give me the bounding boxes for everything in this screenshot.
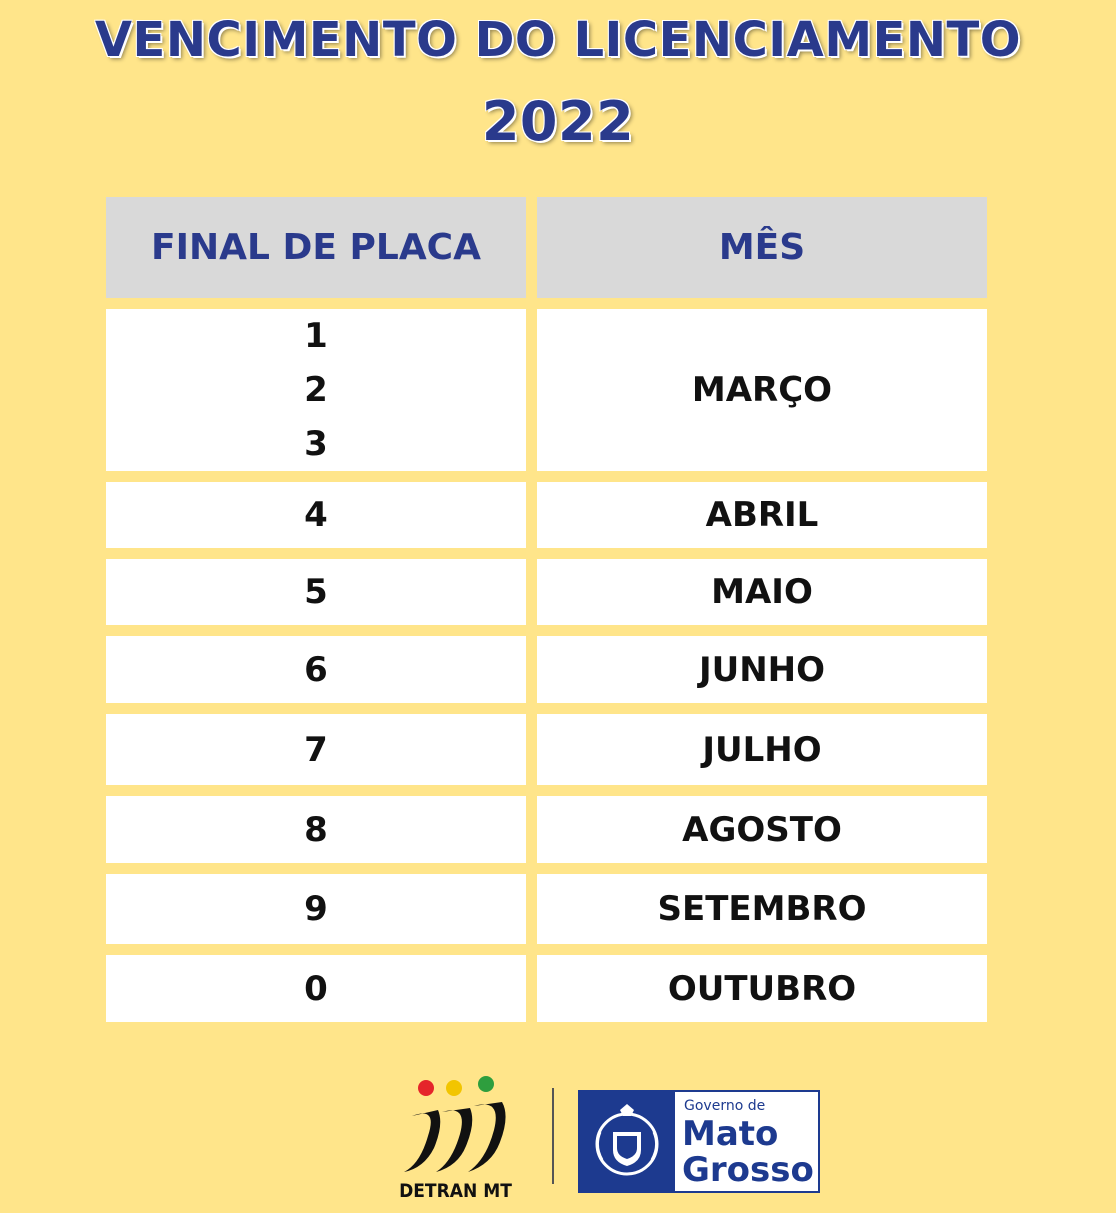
header-final-de-placa: FINAL DE PLACA <box>106 197 526 298</box>
footer-divider <box>552 1088 554 1184</box>
table-row-final-cell: 6 <box>106 636 526 703</box>
plate-final: 2 <box>304 370 328 410</box>
table-row-final-cell: 8 <box>106 796 526 863</box>
page-title-year: 2022 <box>481 90 635 153</box>
gov-small-label: Governo de <box>684 1098 766 1114</box>
gov-mato-label: Mato <box>682 1114 779 1154</box>
table-row-month-cell: SETEMBRO <box>537 874 987 944</box>
page-title: VENCIMENTO DO LICENCIAMENTO <box>94 12 1022 68</box>
detran-label: DETRAN MT <box>399 1180 512 1202</box>
table-row-month-cell: AGOSTO <box>537 796 987 863</box>
coat-of-arms-badge <box>580 1092 675 1191</box>
table-row-final-cell: 0 <box>106 955 526 1022</box>
table-row-final-cell: 5 <box>106 559 526 625</box>
header-mes: MÊS <box>537 197 987 298</box>
gov-grosso-label: Grosso <box>682 1150 814 1190</box>
plate-final: 3 <box>304 424 328 464</box>
detran-logo <box>398 1076 513 1206</box>
table-row-month-cell: JULHO <box>537 714 987 785</box>
table-row-month-cell: OUTUBRO <box>537 955 987 1022</box>
detran-figures-icon <box>398 1076 513 1176</box>
table-row-final-cell: 9 <box>106 874 526 944</box>
gov-mt-logo <box>578 1090 820 1193</box>
table-row-final-cell <box>106 309 526 471</box>
table-row-month-cell: MARÇO <box>537 309 987 471</box>
plate-final: 1 <box>304 316 328 356</box>
table-row-month-cell: MAIO <box>537 559 987 625</box>
table-row-final-cell: 7 <box>106 714 526 785</box>
table-row-final-cell: 4 <box>106 482 526 548</box>
coat-of-arms-icon <box>580 1092 675 1191</box>
table-row-month-cell: ABRIL <box>537 482 987 548</box>
table-row-month-cell: JUNHO <box>537 636 987 703</box>
